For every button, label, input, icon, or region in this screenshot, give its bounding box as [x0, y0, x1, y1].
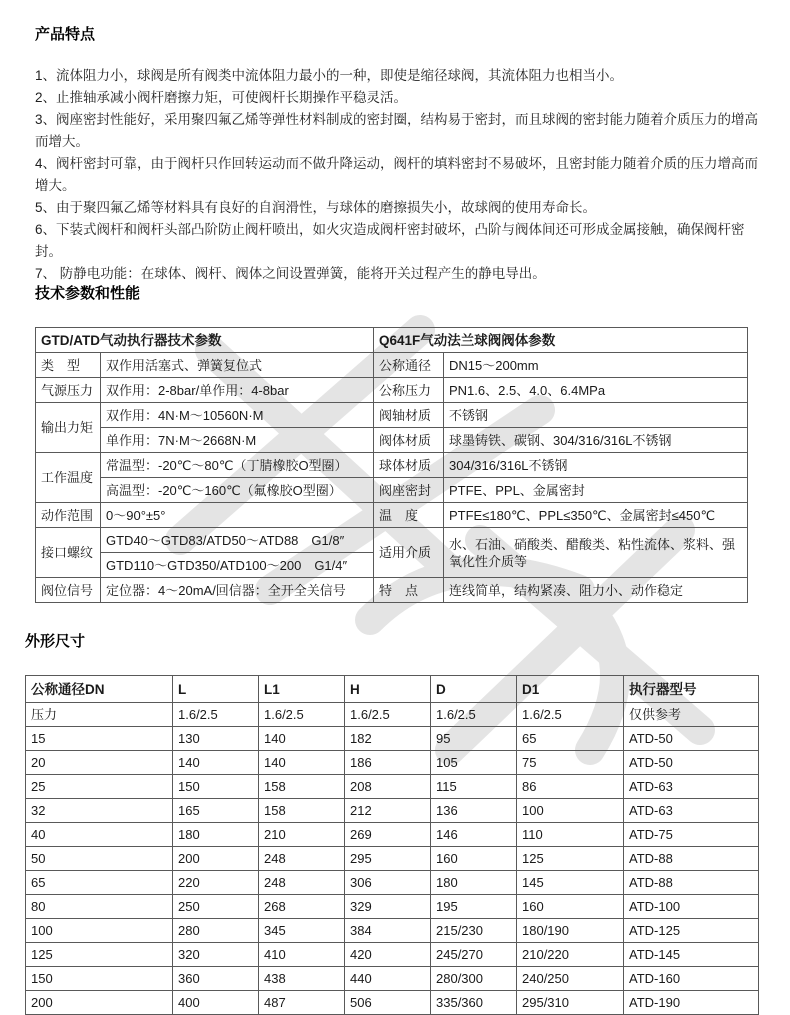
- dimension-cell: 145: [517, 871, 624, 895]
- dim-table-row: [26, 991, 759, 1015]
- tech-table-row: [36, 453, 748, 478]
- dimension-cell: 80: [26, 895, 173, 919]
- param-label-cell: 阀位信号: [36, 578, 101, 603]
- dimension-cell: 180: [431, 871, 517, 895]
- param-label-cell: 气源压力: [36, 378, 101, 403]
- dim-table-row: [26, 751, 759, 775]
- dimension-cell: 410: [259, 943, 345, 967]
- dimension-cell: 160: [517, 895, 624, 919]
- dimension-cell: 160: [431, 847, 517, 871]
- dimension-cell: 240/250: [517, 967, 624, 991]
- param-label-cell: 球体材质: [374, 453, 444, 478]
- dimension-cell: 25: [26, 775, 173, 799]
- dimension-cell: 438: [259, 967, 345, 991]
- dimension-cell: 280/300: [431, 967, 517, 991]
- dimension-cell: 440: [345, 967, 431, 991]
- dimension-cell: 146: [431, 823, 517, 847]
- dimension-cell: 158: [259, 775, 345, 799]
- dimension-cell: ATD-50: [624, 727, 759, 751]
- dim-table-row: [26, 703, 759, 727]
- feature-item: 1、流体阻力小，球阀是所有阀类中流体阻力最小的一种，即使是缩径球阀，其流体阻力也相当小。: [35, 68, 624, 83]
- dimension-cell: 487: [259, 991, 345, 1015]
- dimension-cell: ATD-88: [624, 847, 759, 871]
- feature-list: [35, 65, 762, 285]
- feature-item: 7、 防静电功能：在球体、阀杆、阀体之间设置弹簧，能将开关过程产生的静电导出。: [35, 266, 546, 281]
- param-value-cell: DN15～200mm: [444, 353, 748, 378]
- dimension-cell: ATD-160: [624, 967, 759, 991]
- dimension-cell: 220: [173, 871, 259, 895]
- param-value-cell: 双作用：2-8bar/单作用：4-8bar: [101, 378, 374, 403]
- dimension-cell: 110: [517, 823, 624, 847]
- dim-table-row: [26, 847, 759, 871]
- tech-table-header-left: GTD/ATD气动执行器技术参数: [36, 328, 374, 353]
- dimension-cell: 65: [26, 871, 173, 895]
- dimension-cell: 125: [26, 943, 173, 967]
- dimension-cell: 压力: [26, 703, 173, 727]
- dimension-cell: 306: [345, 871, 431, 895]
- param-label-cell: 动作范围: [36, 503, 101, 528]
- dimension-cell: 250: [173, 895, 259, 919]
- dimension-cell: 100: [26, 919, 173, 943]
- dimension-cell: 182: [345, 727, 431, 751]
- param-value-cell: 单作用：7N·M～2668N·M: [101, 428, 374, 453]
- param-label-cell: 工作温度: [36, 453, 101, 503]
- param-value-cell: 球墨铸铁、碳钢、304/316/316L不锈钢: [444, 428, 748, 453]
- dimensions-table: [25, 675, 759, 1015]
- dimension-cell: 125: [517, 847, 624, 871]
- param-label-cell: 接口螺纹: [36, 528, 101, 578]
- dimension-cell: 140: [259, 751, 345, 775]
- dim-table-row: [26, 919, 759, 943]
- dim-column-header: H: [345, 676, 431, 703]
- param-value-cell: 0～90°±5°: [101, 503, 374, 528]
- dim-table-row: [26, 823, 759, 847]
- dimension-cell: 215/230: [431, 919, 517, 943]
- tech-table-header-row: [36, 328, 748, 353]
- dimension-cell: 75: [517, 751, 624, 775]
- dim-column-header: L1: [259, 676, 345, 703]
- tech-params-table: [35, 327, 748, 603]
- dimension-cell: 248: [259, 847, 345, 871]
- dimension-cell: 140: [259, 727, 345, 751]
- dimension-cell: 130: [173, 727, 259, 751]
- dim-table-row: [26, 943, 759, 967]
- dimension-cell: 105: [431, 751, 517, 775]
- param-value-cell: 定位器：4～20mA/回信器：全开全关信号: [101, 578, 374, 603]
- dim-column-header: 执行器型号: [624, 676, 759, 703]
- dimension-cell: 195: [431, 895, 517, 919]
- tech-table-row: [36, 503, 748, 528]
- dimension-cell: 1.6/2.5: [259, 703, 345, 727]
- param-value-cell: 双作用：4N·M～10560N·M: [101, 403, 374, 428]
- dimension-cell: 245/270: [431, 943, 517, 967]
- dimension-cell: 150: [26, 967, 173, 991]
- tech-table-row: [36, 478, 748, 503]
- dimension-cell: 1.6/2.5: [517, 703, 624, 727]
- dimension-cell: 335/360: [431, 991, 517, 1015]
- param-label-cell: 输出力矩: [36, 403, 101, 453]
- dimension-cell: 200: [26, 991, 173, 1015]
- param-value-cell: PTFE、PPL、金属密封: [444, 478, 748, 503]
- dimension-cell: 420: [345, 943, 431, 967]
- dimension-cell: 95: [431, 727, 517, 751]
- dimension-cell: 384: [345, 919, 431, 943]
- dimension-cell: ATD-50: [624, 751, 759, 775]
- dim-column-header: D: [431, 676, 517, 703]
- dimension-cell: 400: [173, 991, 259, 1015]
- param-value-cell: PTFE≤180℃、PPL≤350℃、金属密封≤450℃: [444, 503, 748, 528]
- dimension-cell: 150: [173, 775, 259, 799]
- dimension-cell: 50: [26, 847, 173, 871]
- tech-table-row: [36, 353, 748, 378]
- dimension-cell: ATD-75: [624, 823, 759, 847]
- param-label-cell: 阀座密封: [374, 478, 444, 503]
- dimension-cell: 158: [259, 799, 345, 823]
- feature-item: 2、止推轴承减小阀杆磨擦力矩，可使阀杆长期操作平稳灵活。: [35, 90, 408, 105]
- tech-table-row: [36, 428, 748, 453]
- dim-table-row: [26, 727, 759, 751]
- dimension-cell: 65: [517, 727, 624, 751]
- dimension-cell: 210: [259, 823, 345, 847]
- dimension-cell: ATD-145: [624, 943, 759, 967]
- dimension-cell: 40: [26, 823, 173, 847]
- dimension-cell: 180/190: [517, 919, 624, 943]
- tech-table-row: [36, 403, 748, 428]
- dimension-cell: ATD-63: [624, 775, 759, 799]
- dimension-cell: 295/310: [517, 991, 624, 1015]
- dimension-cell: 295: [345, 847, 431, 871]
- param-label-cell: 适用介质: [374, 528, 444, 578]
- param-value-cell: GTD40～GTD83/ATD50～ATD88 G1/8″: [101, 528, 374, 553]
- dim-column-header: D1: [517, 676, 624, 703]
- param-value-cell: 水、石油、硝酸类、醋酸类、粘性流体、浆料、强氧化性介质等: [444, 528, 748, 578]
- dimension-cell: 280: [173, 919, 259, 943]
- dimension-cell: ATD-63: [624, 799, 759, 823]
- param-value-cell: 双作用活塞式、弹簧复位式: [101, 353, 374, 378]
- dimension-cell: 136: [431, 799, 517, 823]
- dimension-cell: 506: [345, 991, 431, 1015]
- dimension-cell: 200: [173, 847, 259, 871]
- section-title-features: 产品特点: [35, 26, 96, 43]
- dimension-cell: 329: [345, 895, 431, 919]
- dimension-cell: 仅供参考: [624, 703, 759, 727]
- dim-column-header: 公称通径DN: [26, 676, 173, 703]
- feature-item: 4、阀杆密封可靠，由于阀杆只作回转运动而不做升降运动，阀杆的填料密封不易破坏，且密封能力随着介质的压力增高而增大。: [35, 156, 759, 193]
- dimension-cell: 1.6/2.5: [173, 703, 259, 727]
- dim-table-row: [26, 967, 759, 991]
- dimension-cell: 20: [26, 751, 173, 775]
- dimension-cell: 208: [345, 775, 431, 799]
- dimension-cell: ATD-88: [624, 871, 759, 895]
- dimension-cell: 268: [259, 895, 345, 919]
- dimension-cell: 320: [173, 943, 259, 967]
- dimension-cell: 345: [259, 919, 345, 943]
- param-label-cell: 阀轴材质: [374, 403, 444, 428]
- dimension-cell: ATD-100: [624, 895, 759, 919]
- dimension-cell: 100: [517, 799, 624, 823]
- dim-table-row: [26, 871, 759, 895]
- feature-item: 6、下装式阀杆和阀杆头部凸阶防止阀杆喷出，如火灾造成阀杆密封破坏，凸阶与阀体间还可形成金属接触，确保阀杆密封。: [35, 222, 745, 259]
- dimension-cell: 115: [431, 775, 517, 799]
- dimension-cell: 165: [173, 799, 259, 823]
- feature-item: 3、阀座密封性能好，采用聚四氟乙烯等弹性材料制成的密封圈，结构易于密封，而且球阀的密封能力随着介质压力的增高而增大。: [35, 112, 759, 149]
- dim-table-header-row: [26, 676, 759, 703]
- dimension-cell: 186: [345, 751, 431, 775]
- dim-table-row: [26, 895, 759, 919]
- section-title-dimensions: 外形尺寸: [25, 633, 86, 650]
- dimension-cell: 210/220: [517, 943, 624, 967]
- dimension-cell: 180: [173, 823, 259, 847]
- dimension-cell: 360: [173, 967, 259, 991]
- param-value-cell: 常温型：-20℃～80℃（丁腈橡胶O型圈）: [101, 453, 374, 478]
- dim-table-row: [26, 799, 759, 823]
- param-label-cell: 温 度: [374, 503, 444, 528]
- dimension-cell: ATD-190: [624, 991, 759, 1015]
- dimension-cell: 1.6/2.5: [345, 703, 431, 727]
- param-label-cell: 类 型: [36, 353, 101, 378]
- dimension-cell: 86: [517, 775, 624, 799]
- dimension-cell: 269: [345, 823, 431, 847]
- dimension-cell: 140: [173, 751, 259, 775]
- dimension-cell: 32: [26, 799, 173, 823]
- param-value-cell: 连线简单，结构紧凑、阻力小、动作稳定: [444, 578, 748, 603]
- tech-table-row: [36, 378, 748, 403]
- param-label-cell: 特 点: [374, 578, 444, 603]
- param-value-cell: 不锈钢: [444, 403, 748, 428]
- param-label-cell: 公称压力: [374, 378, 444, 403]
- param-value-cell: 高温型：-20℃～160℃（氟橡胶O型圈）: [101, 478, 374, 503]
- dimension-cell: 15: [26, 727, 173, 751]
- tech-table-header-right: Q641F气动法兰球阀阀体参数: [374, 328, 748, 353]
- tech-table-row: [36, 528, 748, 553]
- param-value-cell: GTD110～GTD350/ATD100～200 G1/4″: [101, 553, 374, 578]
- param-value-cell: 304/316/316L不锈钢: [444, 453, 748, 478]
- section-title-tech: 技术参数和性能: [35, 285, 141, 302]
- tech-table-row: [36, 578, 748, 603]
- param-label-cell: 公称通径: [374, 353, 444, 378]
- dimension-cell: 212: [345, 799, 431, 823]
- param-value-cell: PN1.6、2.5、4.0、6.4MPa: [444, 378, 748, 403]
- param-label-cell: 阀体材质: [374, 428, 444, 453]
- dimension-cell: 248: [259, 871, 345, 895]
- dimension-cell: ATD-125: [624, 919, 759, 943]
- dimensions-section: [25, 633, 762, 1015]
- dimension-cell: 1.6/2.5: [431, 703, 517, 727]
- feature-item: 5、由于聚四氟乙烯等材料具有良好的自润滑性，与球体的磨擦损失小，故球阀的使用寿命长。: [35, 200, 597, 215]
- dim-table-row: [26, 775, 759, 799]
- dim-column-header: L: [173, 676, 259, 703]
